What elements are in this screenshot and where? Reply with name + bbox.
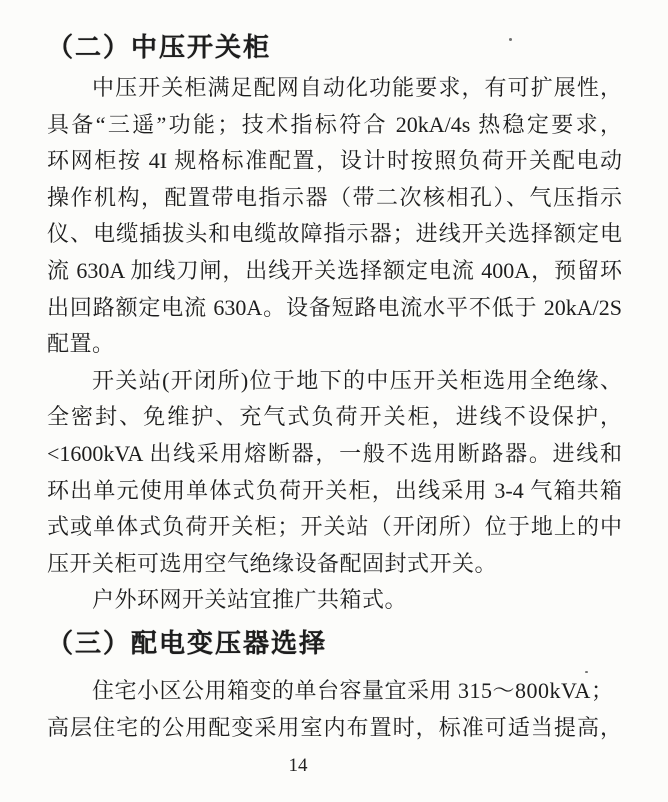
text-line: 操作机构，配置带电指示器（带二次核相孔）、气压指示	[47, 184, 622, 210]
text-line: 流 630A 加线刀闸，出线开关选择额定电流 400A，预留环	[47, 257, 622, 283]
text-line: 全密封、免维护、充气式负荷开关柜，进线不设保护，	[47, 404, 622, 430]
text-line: 环网柜按 4I 规格标准配置，设计时按照负荷开关配电动	[47, 148, 622, 174]
scan-artifact-speck	[509, 38, 512, 41]
text-line: 出回路额定电流 630A。设备短路电流水平不低于 20kA/2S	[47, 294, 622, 320]
page-number: 14	[288, 755, 308, 776]
text-line: 式或单体式负荷开关柜；开关站（开闭所）位于地上的中	[47, 514, 622, 540]
text-line: 高层住宅的公用配变采用室内布置时，标准可适当提高，	[47, 714, 622, 740]
scan-artifact-speck	[585, 671, 588, 673]
text-line: 户外环网开关站宜推广共箱式。	[92, 587, 408, 613]
text-line: 住宅小区公用箱变的单台容量宜采用 315～800kVA；	[92, 677, 614, 703]
section-heading-mv-switchgear: （二）中压开关柜	[47, 33, 272, 62]
text-line: 环出单元使用单体式负荷开关柜，出线采用 3-4 气箱共箱	[47, 477, 622, 503]
text-line: 具备“三遥”功能；技术指标符合 20kA/4s 热稳定要求，	[47, 111, 622, 137]
text-line: 开关站(开闭所)位于地下的中压开关柜选用全绝缘、	[92, 367, 622, 393]
text-block	[47, 28, 622, 746]
text-line: 中压开关柜满足配网自动化功能要求，有可扩展性，	[92, 75, 622, 100]
text-line: 配置。	[47, 331, 115, 357]
text-line: 仪、电缆插拔头和电缆故障指示器；进线开关选择额定电	[47, 221, 622, 247]
text-line: <1600kVA 出线采用熔断器，一般不选用断路器。进线和	[47, 440, 622, 466]
section-heading-transformer: （三）配电变压器选择	[47, 628, 328, 658]
text-line: 压开关柜可选用空气绝缘设备配固封式开关。	[47, 550, 498, 576]
